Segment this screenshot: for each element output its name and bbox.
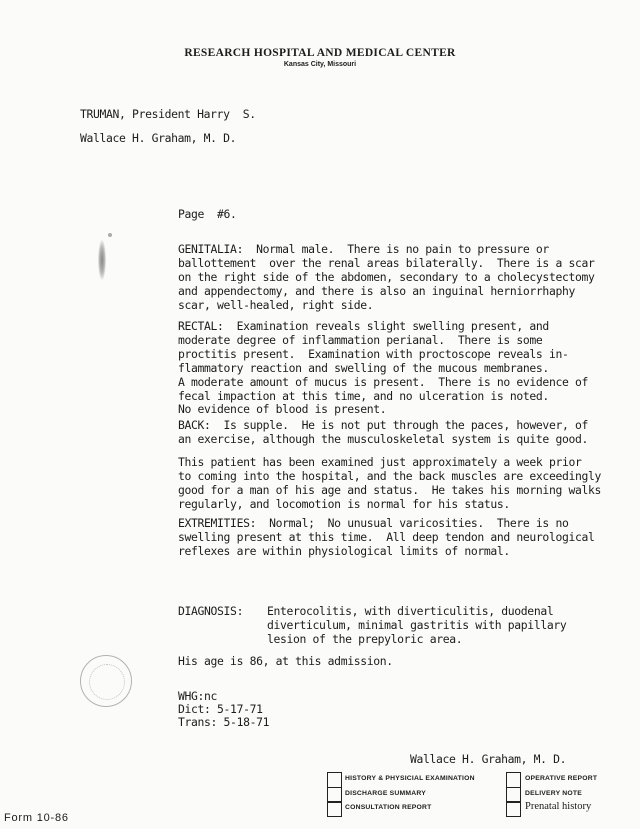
ink-smudge bbox=[98, 240, 106, 280]
physician-signature-line: Wallace H. Graham, M. D. bbox=[410, 752, 567, 766]
age-note: His age is 86, at this admission. bbox=[178, 654, 393, 668]
form-number: Form 10-86 bbox=[4, 812, 69, 824]
ink-dot bbox=[108, 233, 112, 237]
label-delivery-note: DELIVERY NOTE bbox=[525, 790, 582, 797]
label-history-physical: HISTORY & PHYSICIAL EXAMINATION bbox=[345, 775, 475, 782]
hospital-name: RESEARCH HOSPITAL AND MEDICAL CENTER bbox=[184, 47, 456, 59]
rectal-paragraph: RECTAL: Examination reveals slight swelling present, and moderate degree of inflammation perianal. There is some proctitis present. Examination with proctoscope reveals in- flammatory reaction and swelling of the mucous membranes. A moderate amount of mucus is present. There is no evidence of fecal impaction at this time, and no ulceration is noted. No evidence of blood is present. bbox=[178, 319, 588, 417]
label-discharge-summary: DISCHARGE SUMMARY bbox=[345, 790, 426, 797]
page-number: Page #6. bbox=[178, 207, 237, 221]
diagnosis-text: Enterocolitis, with diverticulitis, duodenal diverticulum, minimal gastritis with papillary lesion of the prepyloric area. bbox=[267, 604, 567, 646]
checkbox-history-physical[interactable] bbox=[327, 772, 342, 788]
extremities-paragraph: EXTREMITIES: Normal; No unusual varicosities. There is no swelling present at this time. All deep tendon and neurological reflexes are within physiological limits of normal. bbox=[178, 516, 595, 558]
checkbox-operative-report[interactable] bbox=[506, 772, 521, 788]
history-paragraph: This patient has been examined just approximately a week prior to coming into the hospital, and the back muscles are exceedingly good for a man of his age and status. He takes his morning walks regularly, and locomotion is normal for his status. bbox=[178, 455, 602, 511]
diagnosis-label: DIAGNOSIS: bbox=[178, 604, 244, 618]
library-seal bbox=[80, 655, 132, 707]
genitalia-paragraph: GENITALIA: Normal male. There is no pain to pressure or ballottement over the renal areas bilaterally. There is a scar on the right side of the abdomen, secondary to a cholecystectomy and appendectomy, and there is also an inguinal herniorrhaphy scar, well-healed, right side. bbox=[178, 242, 595, 312]
label-prenatal-history: Prenatal history bbox=[525, 801, 592, 812]
patient-name: TRUMAN, President Harry S. bbox=[80, 107, 256, 121]
library-seal-inner-ring bbox=[89, 664, 125, 700]
label-operative-report: OPERATIVE REPORT bbox=[525, 775, 598, 782]
transcription-date: Trans: 5-18-71 bbox=[178, 715, 270, 729]
checkbox-consultation-report[interactable] bbox=[327, 801, 342, 817]
physician-name: Wallace H. Graham, M. D. bbox=[80, 131, 237, 145]
back-paragraph: BACK: Is supple. He is not put through the paces, however, of an exercise, although the musculoskeletal system is quite good. bbox=[178, 418, 588, 446]
dictation-date: Dict: 5-17-71 bbox=[178, 702, 263, 716]
hospital-location: Kansas City, Missouri bbox=[283, 61, 357, 68]
label-consultation-report: CONSULTATION REPORT bbox=[345, 804, 432, 811]
checkbox-prenatal-history[interactable] bbox=[506, 801, 521, 817]
dictation-initials: WHG:nc bbox=[178, 689, 218, 703]
